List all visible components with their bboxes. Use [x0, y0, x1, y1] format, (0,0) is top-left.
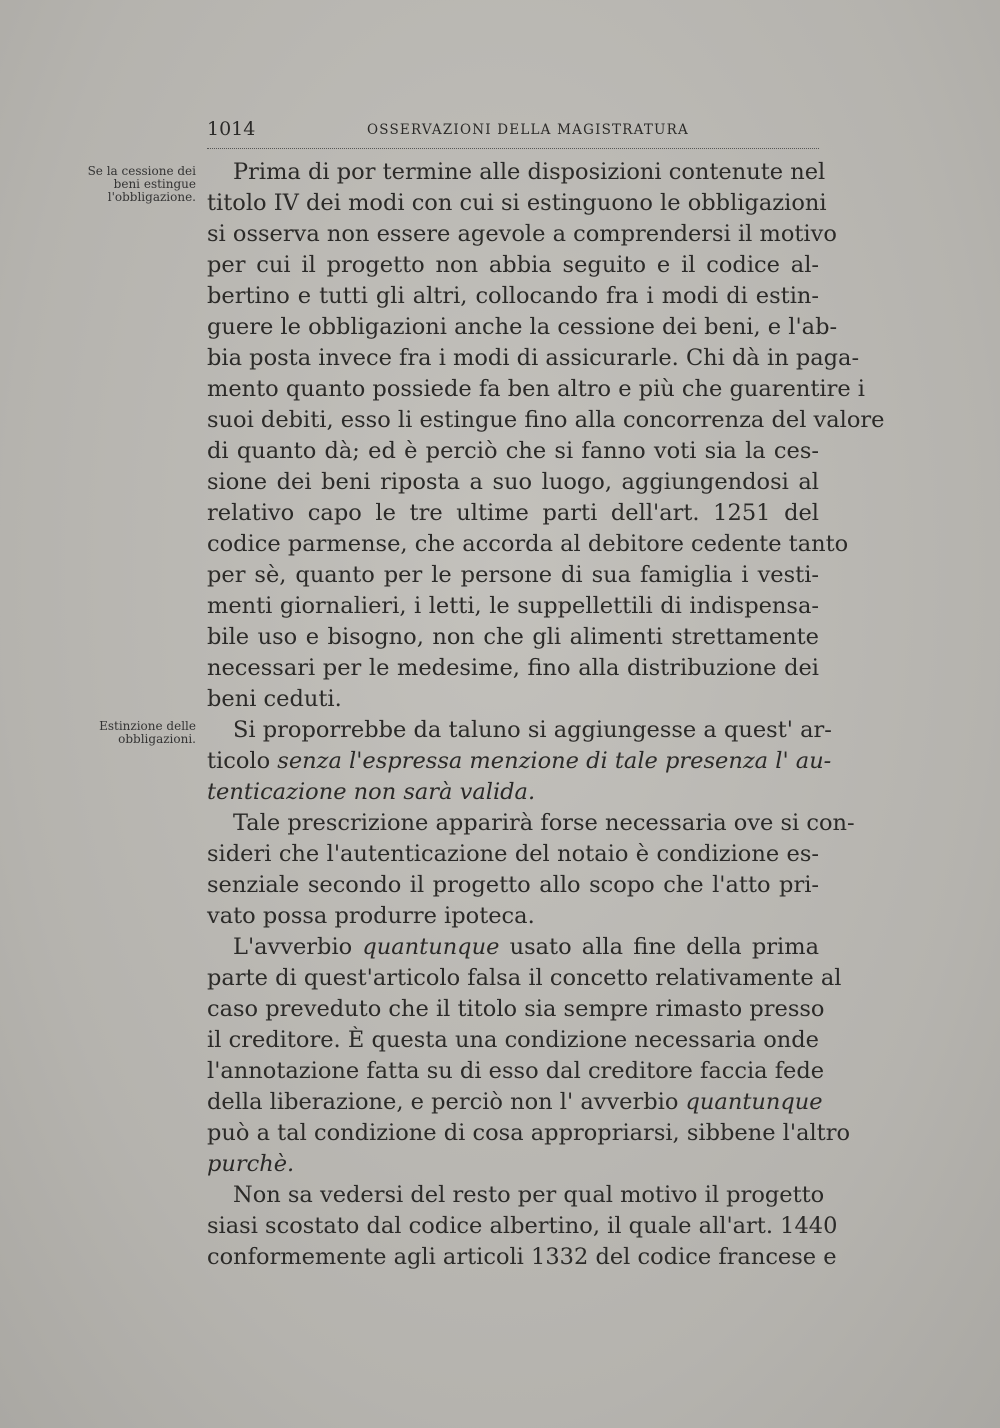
- text-line: vato possa produrre ipoteca.: [207, 903, 535, 929]
- text-line: sione dei beni riposta a suo luogo, aggiungendosi al: [207, 469, 819, 495]
- text-line: senziale secondo il progetto allo scopo che l'atto pri-: [207, 872, 819, 898]
- line-italic: tenticazione non sarà valida.: [207, 779, 536, 805]
- text-line: siasi scostato dal codice albertino, il quale all'art. 1440: [207, 1213, 838, 1239]
- text-line: conformemente agli articoli 1332 del codice francese e: [207, 1244, 837, 1270]
- line-italic: purchè.: [207, 1151, 295, 1177]
- margin-note-line: obbligazioni.: [118, 732, 196, 746]
- text-line: Prima di por termine alle disposizioni contenute nel: [233, 159, 826, 185]
- page-number: 1014: [207, 118, 256, 140]
- text-line: Non sa vedersi del resto per qual motivo il progetto: [233, 1182, 825, 1208]
- margin-note-line: l'obbligazione.: [107, 190, 196, 204]
- text-line: [207, 777, 819, 808]
- text-line: bile uso e bisogno, non che gli alimenti strettamente: [207, 624, 819, 650]
- text-line: guere le obbligazioni anche la cessione dei beni, e l'ab-: [207, 314, 838, 340]
- text-line: menti giornalieri, i letti, le suppellettili di indispensa-: [207, 593, 819, 619]
- margin-note-line: beni estingue: [113, 177, 196, 191]
- text-line: bia posta invece fra i modi di assicurarle. Chi dà in paga-: [207, 345, 860, 371]
- text-line: mento quanto possiede fa ben altro e più che guarentire i: [207, 376, 866, 402]
- text-line: il creditore. È questa una condizione necessaria onde: [207, 1027, 819, 1053]
- text-line: necessari per le medesime, fino alla distribuzione dei: [207, 655, 819, 681]
- text-line: [233, 932, 819, 963]
- line-roman: L'avverbio: [233, 934, 363, 960]
- text-line: [207, 746, 832, 777]
- page-header: [207, 118, 819, 149]
- text-line: beni ceduti.: [207, 686, 342, 712]
- text-line: parte di quest'articolo falsa il concetto relativamente al: [207, 965, 842, 991]
- line-italic: quantunque: [362, 934, 500, 960]
- text-line: l'annotazione fatta su di esso dal creditore faccia fede: [207, 1058, 825, 1084]
- running-title: OSSERVAZIONI DELLA MAGISTRATURA: [367, 122, 689, 138]
- text-line: caso preveduto che il titolo sia sempre rimasto presso: [207, 996, 825, 1022]
- text-line: di quanto dà; ed è perciò che si fanno voti sia la ces-: [207, 438, 819, 464]
- text-line: titolo IV dei modi con cui si estinguono le obbligazioni: [207, 190, 827, 216]
- text-line: sideri che l'autenticazione del notaio è condizione es-: [207, 841, 819, 867]
- line-roman: della liberazione, e perciò non l' avverbio: [207, 1089, 686, 1115]
- line-italic: quantunque: [685, 1089, 823, 1115]
- text-line: Tale prescrizione apparirà forse necessaria ove si con-: [233, 810, 855, 836]
- text-line: [207, 1087, 823, 1118]
- margin-note-estinzione: [80, 720, 196, 746]
- text-line: per sè, quanto per le persone di sua famiglia i vesti-: [207, 562, 819, 588]
- text-line: può a tal condizione di cosa appropriarsi, sibbene l'altro: [207, 1120, 851, 1146]
- margin-note-line: Se la cessione dei: [87, 164, 196, 178]
- text-line: bertino e tutti gli altri, collocando fra i modi di estin-: [207, 283, 819, 309]
- line-roman: ticolo: [207, 748, 278, 774]
- margin-note-line: Estinzione delle: [99, 719, 196, 733]
- line-italic: senza l'espressa menzione di tale presenza l' au-: [277, 748, 832, 774]
- text-line: si osserva non essere agevole a comprendersi il motivo: [207, 221, 837, 247]
- line-roman: usato alla fine della prima: [499, 934, 819, 960]
- text-line: relativo capo le tre ultime parti dell'art. 1251 del: [207, 500, 819, 526]
- margin-note-cessione: [80, 165, 196, 204]
- text-line: [207, 1149, 819, 1180]
- text-line: per cui il progetto non abbia seguito e il codice al-: [207, 252, 819, 278]
- text-line: codice parmense, che accorda al debitore cedente tanto: [207, 531, 849, 557]
- text-line: Si proporrebbe da taluno si aggiungesse a quest' ar-: [233, 717, 832, 743]
- text-line: suoi debiti, esso li estingue fino alla concorrenza del valore: [207, 407, 885, 433]
